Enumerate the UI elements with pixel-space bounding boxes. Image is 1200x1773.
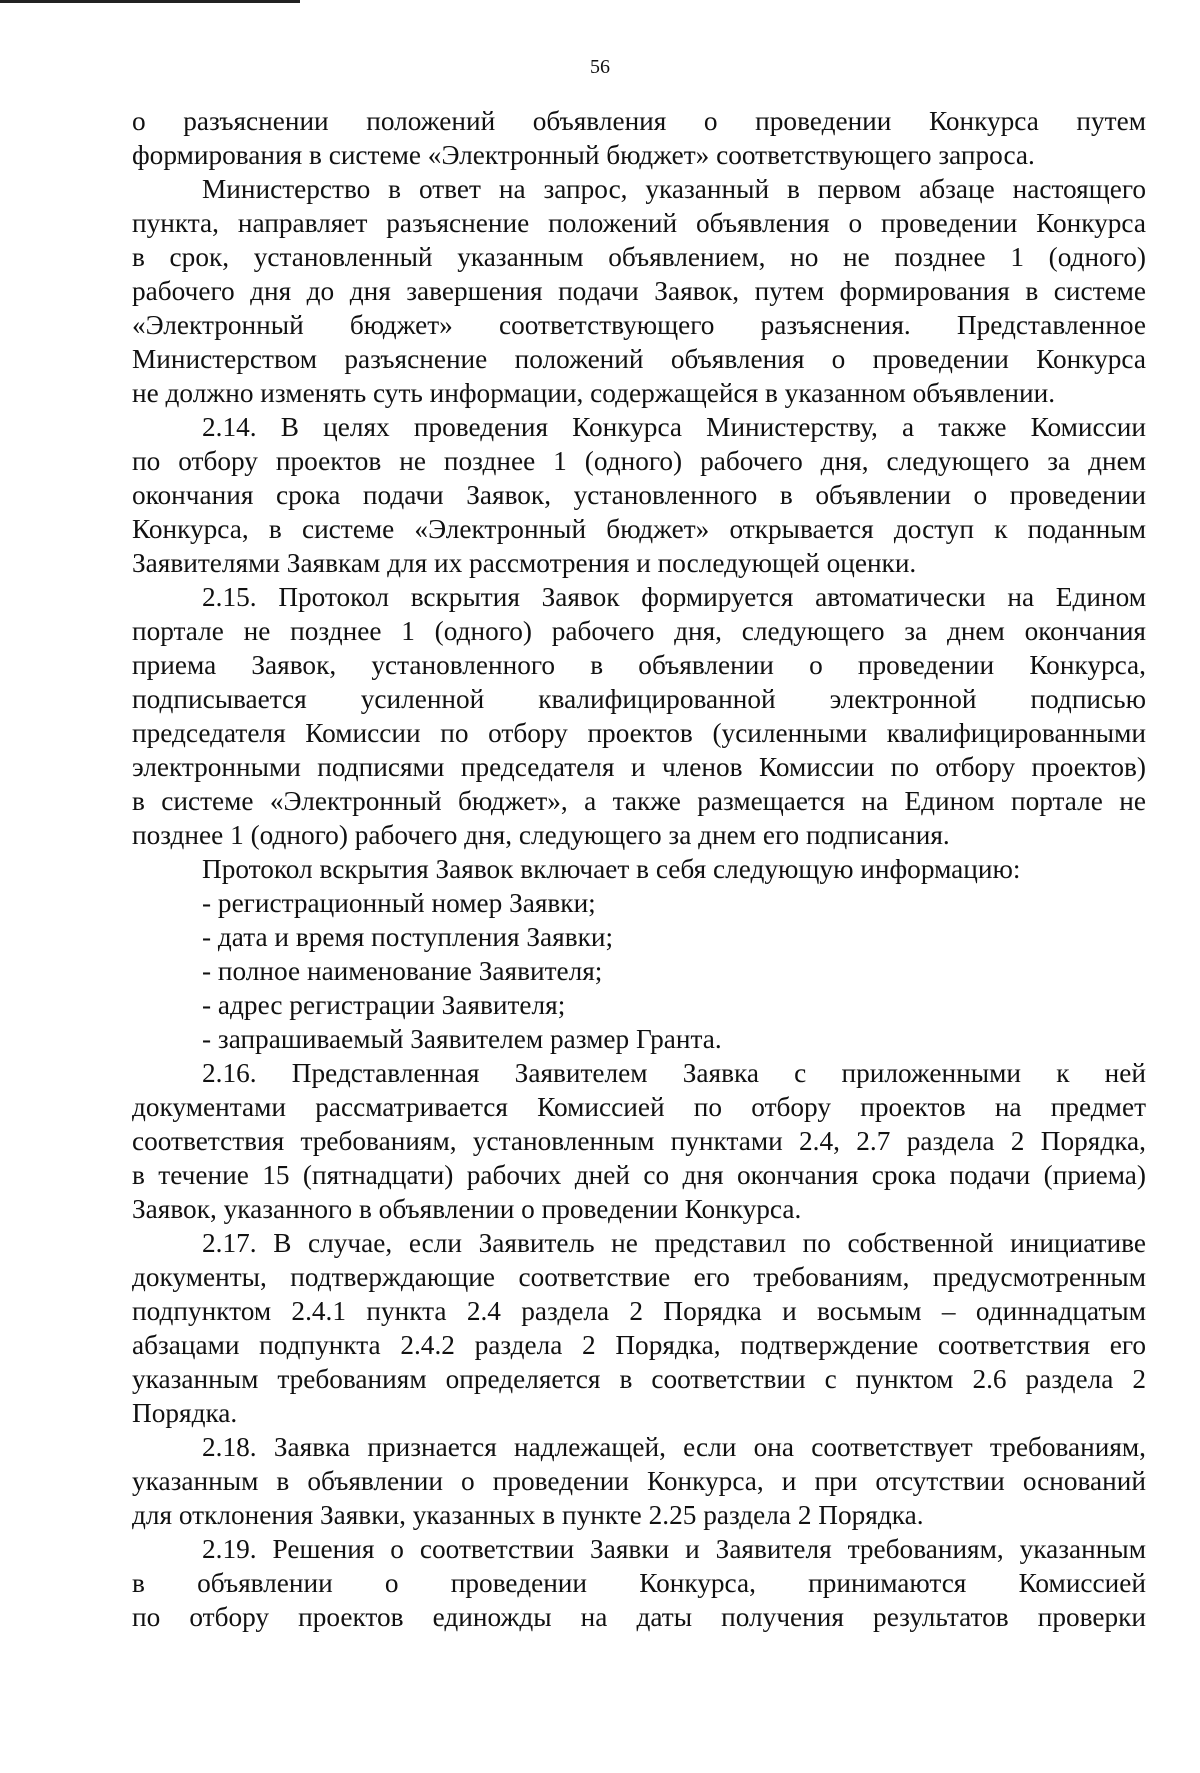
text-line: для отклонения Заявки, указанных в пункте 2.25 раздела 2 Порядка.: [132, 1500, 924, 1530]
text-line: по отбору проектов не позднее 1 (одного) рабочего дня, следующего за днем: [132, 446, 1146, 476]
text-line: - полное наименование Заявителя;: [202, 956, 603, 986]
text-line: - дата и время поступления Заявки;: [202, 922, 614, 952]
text-line: Заявок, указанного в объявлении о проведении Конкурса.: [132, 1194, 802, 1224]
text-line: 2.19. Решения о соответствии Заявки и Заявителя требованиям, указанным: [202, 1534, 1146, 1564]
text-line: в объявлении о проведении Конкурса, принимаются Комиссией: [132, 1568, 1146, 1598]
text-line: формирования в системе «Электронный бюджет» соответствующего запроса.: [132, 140, 1035, 170]
text-line: в системе «Электронный бюджет», а также размещается на Едином портале не: [132, 786, 1146, 816]
text-line: «Электронный бюджет» соответствующего разъяснения. Представленное: [132, 310, 1146, 340]
text-line: подписывается усиленной квалифицированной электронной подписью: [132, 684, 1146, 714]
text-line: пункта, направляет разъяснение положений объявления о проведении Конкурса: [132, 208, 1146, 238]
text-line: - адрес регистрации Заявителя;: [202, 990, 566, 1020]
text-line: Конкурса, в системе «Электронный бюджет» открывается доступ к поданным: [132, 514, 1146, 544]
text-line: Министерство в ответ на запрос, указанный в первом абзаце настоящего: [202, 174, 1146, 204]
text-line: окончания срока подачи Заявок, установленного в объявлении о проведении: [132, 480, 1146, 510]
text-line: рабочего дня до дня завершения подачи Заявок, путем формирования в системе: [132, 276, 1146, 306]
text-line: о разъяснении положений объявления о проведении Конкурса путем: [132, 106, 1146, 136]
text-line: в течение 15 (пятнадцати) рабочих дней со дня окончания срока подачи (приема): [132, 1160, 1146, 1190]
text-line: 2.14. В целях проведения Конкурса Министерству, а также Комиссии: [202, 412, 1146, 442]
text-line: - регистрационный номер Заявки;: [202, 888, 596, 918]
text-line: 2.18. Заявка признается надлежащей, если она соответствует требованиям,: [202, 1432, 1146, 1462]
text-line: не должно изменять суть информации, содержащейся в указанном объявлении.: [132, 378, 1056, 408]
text-line: Порядка.: [132, 1398, 238, 1428]
text-line: в срок, установленный указанным объявлением, но не позднее 1 (одного): [132, 242, 1146, 272]
text-line: - запрашиваемый Заявителем размер Гранта.: [202, 1024, 722, 1054]
text-line: позднее 1 (одного) рабочего дня, следующего за днем его подписания.: [132, 820, 950, 850]
text-line: электронными подписями председателя и членов Комиссии по отбору проектов): [132, 752, 1146, 782]
text-line: указанным требованиям определяется в соответствии с пунктом 2.6 раздела 2: [132, 1364, 1146, 1394]
text-line: соответствия требованиям, установленным пунктами 2.4, 2.7 раздела 2 Порядка,: [132, 1126, 1146, 1156]
text-line: указанным в объявлении о проведении Конкурса, и при отсутствии оснований: [132, 1466, 1146, 1496]
text-line: Заявителями Заявкам для их рассмотрения и последующей оценки.: [132, 548, 917, 578]
text-line: по отбору проектов единожды на даты получения результатов проверки: [132, 1602, 1146, 1632]
text-line: председателя Комиссии по отбору проектов (усиленными квалифицированными: [132, 718, 1146, 748]
text-line: документами рассматривается Комиссией по отбору проектов на предмет: [132, 1092, 1146, 1122]
text-line: портале не позднее 1 (одного) рабочего дня, следующего за днем окончания: [132, 616, 1146, 646]
text-line: Протокол вскрытия Заявок включает в себя следующую информацию:: [202, 854, 1021, 884]
text-line: 2.16. Представленная Заявителем Заявка с приложенными к ней: [202, 1058, 1146, 1088]
text-line: Министерством разъяснение положений объявления о проведении Конкурса: [132, 344, 1146, 374]
text-line: документы, подтверждающие соответствие его требованиям, предусмотренным: [132, 1262, 1146, 1292]
top-edge-rule: [0, 0, 300, 3]
text-line: подпунктом 2.4.1 пункта 2.4 раздела 2 Порядка и восьмым – одиннадцатым: [132, 1296, 1146, 1326]
text-line: приема Заявок, установленного в объявлении о проведении Конкурса,: [132, 650, 1146, 680]
text-line: абзацами подпункта 2.4.2 раздела 2 Порядка, подтверждение соответствия его: [132, 1330, 1146, 1360]
page-number: 56: [590, 56, 610, 78]
text-line: 2.17. В случае, если Заявитель не представил по собственной инициативе: [202, 1228, 1146, 1258]
text-line: 2.15. Протокол вскрытия Заявок формируется автоматически на Едином: [202, 582, 1146, 612]
document-body: [132, 104, 1146, 1634]
